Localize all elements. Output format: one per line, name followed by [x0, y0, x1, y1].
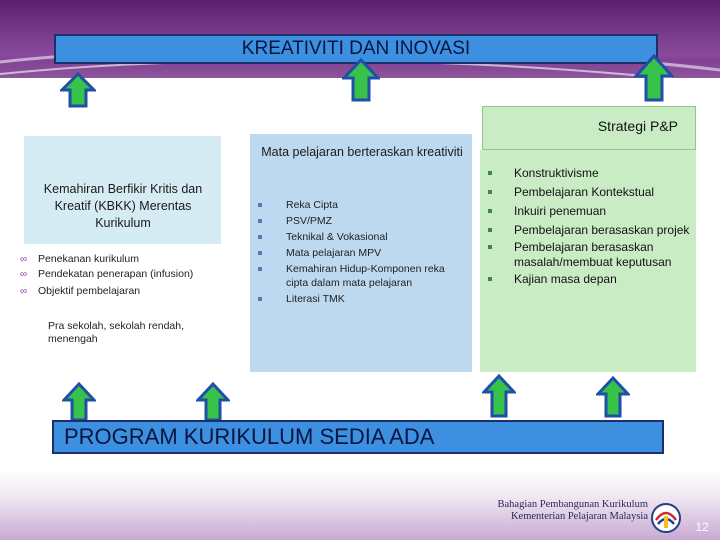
list-item: Reka Cipta — [256, 198, 468, 212]
square-bullet-icon — [258, 235, 262, 239]
page-title: KREATIVITI DAN INOVASI — [241, 38, 471, 59]
list-item: PSV/PMZ — [256, 214, 468, 228]
list-item: Mata pelajaran MPV — [256, 246, 468, 260]
up-arrow-icon — [482, 374, 516, 418]
up-arrow-icon — [62, 382, 96, 422]
list-item: Pembelajaran berasaskan masalah/membuat keputusan — [486, 240, 696, 270]
list-item: Kajian masa depan — [486, 272, 696, 287]
strategi-title: Strategi P&P — [597, 118, 678, 134]
kbkk-note: Pra sekolah, sekolah rendah, menengah — [48, 320, 185, 345]
list-item: Pembelajaran berasaskan projek — [486, 223, 696, 238]
square-bullet-icon — [488, 228, 492, 232]
square-bullet-icon — [488, 209, 492, 213]
list-item: ∞ Objektif pembelajaran — [20, 285, 141, 297]
footer-line1: Bahagian Pembangunan Kurikulum — [497, 499, 648, 510]
square-bullet-icon — [258, 251, 262, 255]
program-label: PROGRAM KURIKULUM SEDIA ADA — [64, 424, 435, 449]
list-item: Kemahiran Hidup-Komponen reka cipta dalam mata pelajaran — [256, 262, 468, 290]
list-item: Literasi TMK — [256, 292, 468, 306]
strategi-list — [486, 166, 696, 287]
list-item: Teknikal & Vokasional — [256, 230, 468, 244]
curly-bullet-icon: ∞ — [20, 269, 28, 280]
square-bullet-icon — [258, 203, 262, 207]
up-arrow-icon — [634, 54, 674, 102]
footer-text — [430, 499, 648, 523]
square-bullet-icon — [488, 171, 492, 175]
kbkk-title: Kemahiran Berfikir Kritis dan Kreatif (KBKK) Merentas Kurikulum — [43, 182, 203, 230]
up-arrow-icon — [596, 376, 630, 418]
mata-pelajaran-title: Mata pelajaran berteraskan kreativiti — [261, 145, 463, 159]
square-bullet-icon — [488, 190, 492, 194]
square-bullet-icon — [258, 219, 262, 223]
list-item: Inkuiri penemuan — [486, 204, 696, 219]
up-arrow-icon — [196, 382, 230, 422]
program-bar — [52, 420, 664, 454]
square-bullet-icon — [258, 297, 262, 301]
page-number: 12 — [695, 520, 709, 534]
list-item: Konstruktivisme — [486, 166, 696, 181]
footer-line2: Kementerian Pelajaran Malaysia — [510, 511, 648, 522]
curly-bullet-icon: ∞ — [20, 286, 28, 297]
list-item: ∞ Penekanan kurikulum — [20, 253, 139, 265]
square-bullet-icon — [488, 277, 492, 281]
kbkk-list — [20, 252, 230, 299]
curly-bullet-icon: ∞ — [20, 254, 28, 265]
up-arrow-icon — [342, 58, 380, 102]
ministry-logo-icon — [650, 502, 682, 534]
up-arrow-icon — [60, 72, 96, 108]
list-item: ∞ Pendekatan penerapan (infusion) — [20, 268, 194, 280]
mata-pelajaran-list — [256, 198, 468, 308]
square-bullet-icon — [258, 267, 262, 271]
list-item: Pembelajaran Kontekstual — [486, 185, 696, 200]
square-bullet-icon — [488, 245, 492, 249]
